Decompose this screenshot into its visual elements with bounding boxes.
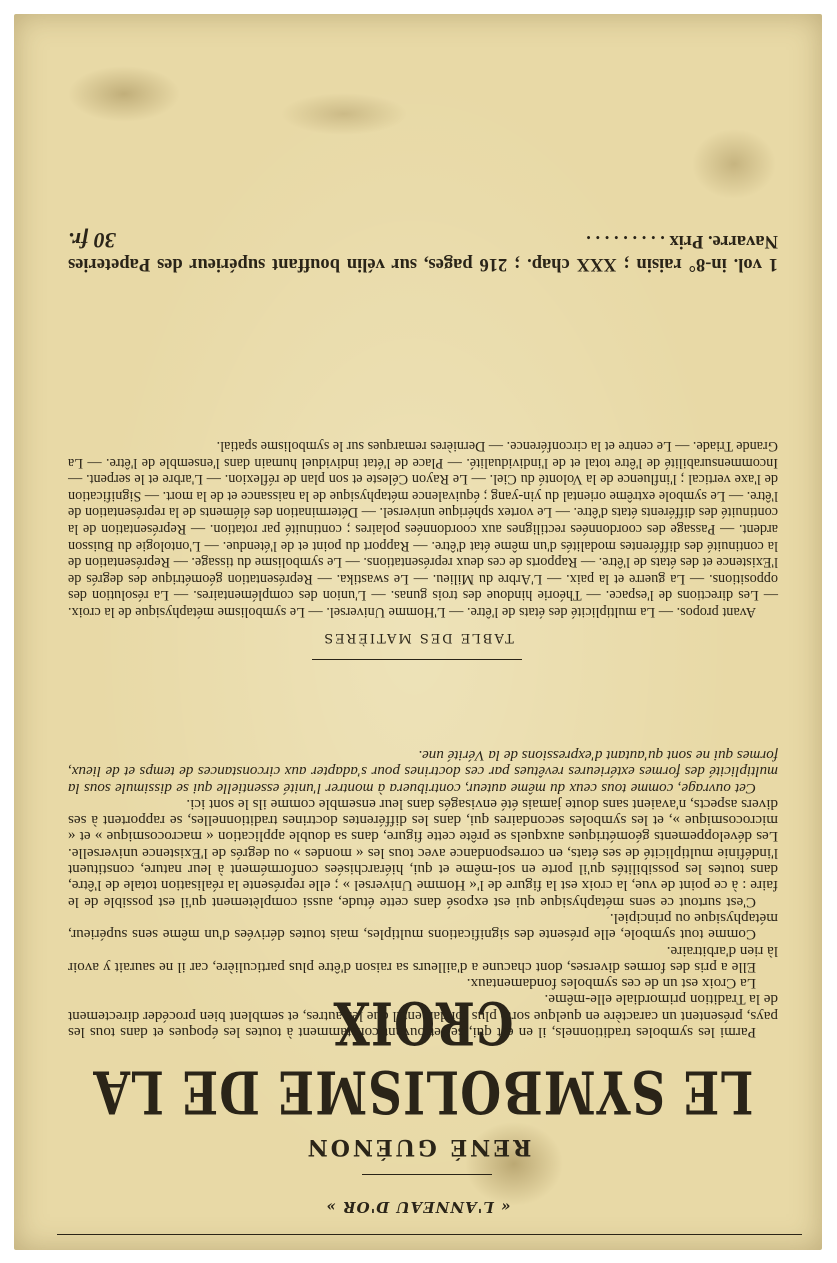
volume-info: [68, 229, 778, 275]
printed-page: [14, 14, 822, 1250]
volume-description: 1 vol. in-8° raisin ; XXX chap. ; 216 pages, sur vélin bouffant supérieur des Papeteries Navarre. Prix . . . . . . . . .: [68, 231, 778, 274]
intro-paragraph: Parmi les symboles traditionnels, il en est qui, se retrouvant constamment à toutes les époques et dans tous les pays, présentent un caractère en quelque sorte plus fondamental que les autres, et semblent bien procéder directement de la Tradition primordiale elle-même.: [68, 991, 778, 1040]
intro-paragraph: La Croix est un de ces symboles fondamentaux.: [466, 975, 756, 992]
table-of-contents: [68, 437, 778, 620]
intro-text: [68, 747, 778, 1040]
series-name: « L'ANNEAU D'OR »: [325, 1198, 511, 1216]
top-rule: [57, 1234, 802, 1235]
author-name: RENÉ GUÉNON: [304, 1134, 532, 1160]
intro-paragraph: Cet ouvrage, comme tous ceux du même auteur, contribuera à montrer l'unité essentielle qui se dissimule sous la multiplicité des formes extérieures revêtues par ces doctrines pour s'adapter aux circonstances de temps et de lieux, formes qui ne sont qu'autant d'expressions de la Vérité une.: [68, 746, 778, 796]
section-rule: [312, 659, 522, 660]
toc-heading: TABLE DES MATIÈRES: [322, 630, 514, 645]
intro-paragraph: C'est surtout ce sens métaphysique qui est exposé dans cette étude, aussi complètement qu'il est possible de le faire : à ce point de vue, la croix est la figure de l'« Homme Universel » ; elle représente la réalisation totale de l'être, dans toutes les possibilités qu'il porte en soi-même et qui, hiérarchisées conformément à leur nature, constituent l'indéfinie multiplicité de ses états, en correspondance avec tous les « mondes » ou degrés de l'Existence universelle. Les développements géométriques auxquels se prête cette figure, dans sa double application « macrocosmique » et « microcosmique », et les symboles secondaires qui, dans les différentes doctrines traditionnelles, se rapportent à ses divers aspects, n'avaient sans doute jamais été envisagés dans leur ensemble comme ils le sont ici.: [68, 795, 778, 910]
intro-paragraph: Elle a pris des formes diverses, dont chacune a d'ailleurs sa raison d'être plus particulière, car il ne saurait y avoir là rien d'arbitraire.: [68, 942, 778, 975]
price: 30 fr.: [68, 228, 116, 253]
intro-paragraph: Comme tout symbole, elle présente des significations multiples, mais toutes dérivées d'un même sens supérieur, métaphysique ou principiel.: [68, 909, 778, 943]
book-title: LE SYMBOLISME DE LA CROIX: [92, 987, 754, 1125]
toc-text: Avant propos. — La multiplicité des états de l'être. — L'Homme Universel. — Le symbolisme métaphysique de la croix. — Les directions de l'espace. — Théorie hindoue des trois gunas. — L'union des complémentaires. — La résolution des oppositions. — La guerre et la paix. — L'Arbre du Milieu. — Le swastika. — Représentation géométrique des degrés de l'Existence et des états de l'être. — Rapports de ces deux représentations. — Le symbolisme du tissage. — Représentation de la continuité des différentes modalités d'un même état d'être. — Rapport du point et de l'étendue. — L'ontologie du Buisson ardent. — Passage des coordonnées rectilignes aux coordonnées polaires ; continuité par rotation. — Représentation de la continuité des différents états d'être. — Le vortex sphérique universel. — Détermination des éléments de la représentation de l'être. — Le symbole extrême oriental du yin-yang ; équivalence métaphysique de la naissance et de la mort. — Signification de l'axe vertical ; l'influence de la Volonté du Ciel. — Le Rayon Céleste et son plan de réflexion. — L'arbre et le serpent. — Incommensurabilité de l'être total et de l'individualité. — Place de l'état individuel humain dans l'ensemble de l'être. — La Grande Triade. — Le centre et la circonférence. — Dernières remarques sur le symbolisme spatial.: [68, 438, 778, 620]
separator-rule: [362, 1174, 492, 1175]
